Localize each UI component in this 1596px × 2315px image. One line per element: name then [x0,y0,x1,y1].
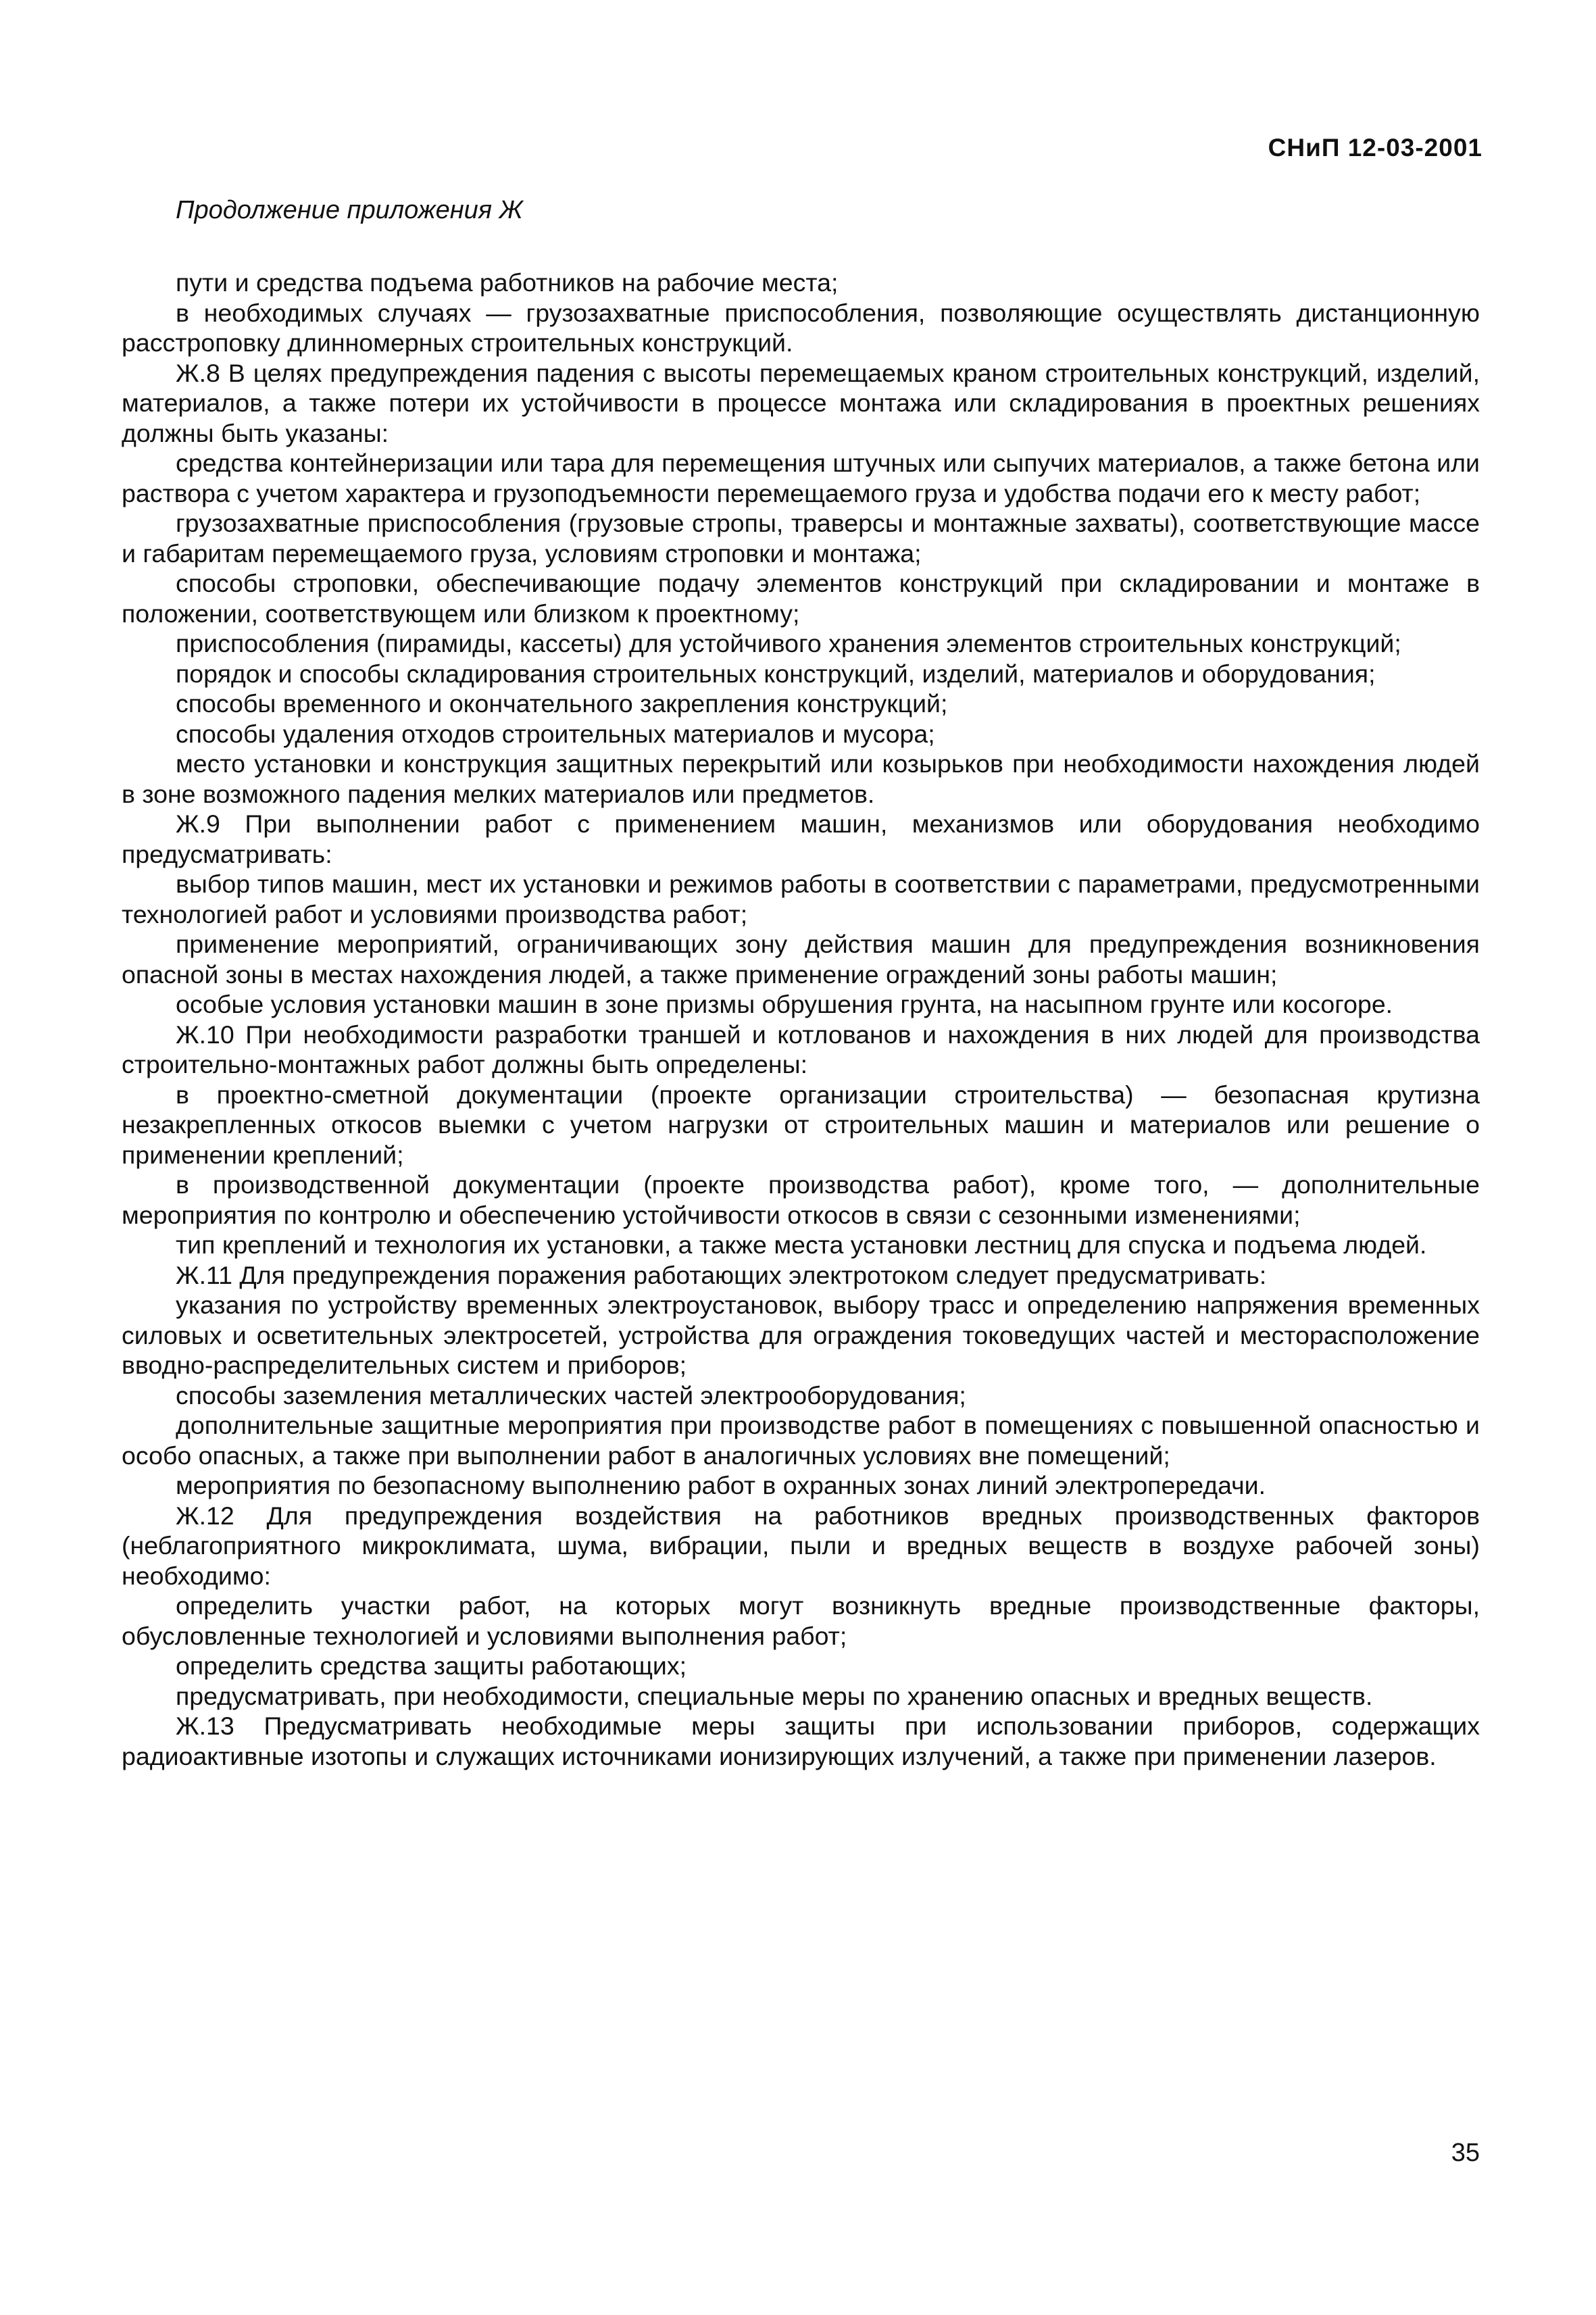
paragraph: указания по устройству временных электроустановок, выбору трасс и определению напряжения временных силовых и осветительных электросетей, устройства для ограждения токоведущих частей и месторасположение вводно-распределительных систем и приборов; [122,1291,1480,1379]
paragraph: способы строповки, обеспечивающие подачу элементов конструкций при складировании и монтаже в положении, соответствующем или близком к проектному; [122,569,1480,628]
paragraph: способы заземления металлических частей электрооборудования; [176,1380,966,1410]
paragraph: особые условия установки машин в зоне призмы обрушения грунта, на насыпном грунте или косогоре. [176,990,1393,1018]
paragraph: определить средства защиты работающих; [176,1651,687,1680]
paragraph: грузозахватные приспособления (грузовые стропы, траверсы и монтажные захваты), соответствующие массе и габаритам перемещаемого груза, условиям строповки и монтажа; [122,509,1480,568]
continuation-label: Продолжение приложения Ж [176,196,523,224]
paragraph: в необходимых случаях — грузозахватные приспособления, позволяющие осуществлять дистанционную расстроповку длинномерных строительных конструкций. [122,298,1480,357]
paragraph: способы удаления отходов строительных материалов и мусора; [176,719,935,748]
document-body [122,268,1480,1771]
paragraph: Ж.10 При необходимости разработки траншей и котлованов и нахождения в них людей для производства строительно-монтажных работ должны быть определены: [122,1020,1480,1078]
paragraph: Ж.9 При выполнении работ с применением машин, механизмов или оборудования необходимо предусматривать: [122,810,1480,868]
paragraph: в проектно-сметной документации (проекте организации строительства) — безопасная крутизна незакрепленных откосов выемки с учетом нагрузки от строительных машин и материалов или решение о применении креплений; [122,1080,1480,1169]
paragraph: приспособления (пирамиды, кассеты) для устойчивого хранения элементов строительных конструкций; [176,629,1401,657]
paragraph: дополнительные защитные мероприятия при производстве работ в помещениях с повышенной опасностью и особо опасных, а также при выполнении работ в аналогичных условиях вне помещений; [122,1411,1480,1470]
paragraph: Ж.8 В целях предупреждения падения с высоты перемещаемых краном строительных конструкций, изделий, материалов, а также потери их устойчивости в процессе монтажа или складирования в проектных решениях должны быть указаны: [122,358,1480,447]
paragraph: средства контейнеризации или тара для перемещения штучных или сыпучих материалов, а также бетона или раствора с учетом характера и грузоподъемности перемещаемого груза и удобства подачи его к месту работ; [122,449,1480,507]
paragraph: место установки и конструкция защитных перекрытий или козырьков при необходимости нахождения людей в зоне возможного падения мелких материалов или предметов. [122,749,1480,808]
page-number: 35 [1451,2139,1480,2167]
paragraph: пути и средства подъема работников на рабочие места; [176,268,839,297]
paragraph: в производственной документации (проекте производства работ), кроме того, — дополнительные мероприятия по контролю и обеспечению устойчивости откосов в связи с сезонными изменениями; [122,1170,1480,1229]
paragraph: применение мероприятий, ограничивающих зону действия машин для предупреждения возникновения опасной зоны в местах нахождения людей, а также применение ограждений зоны работы машин; [122,930,1480,989]
paragraph: способы временного и окончательного закрепления конструкций; [176,689,948,718]
paragraph: мероприятия по безопасному выполнению работ в охранных зонах линий электропередачи. [176,1471,1266,1499]
paragraph: определить участки работ, на которых могут возникнуть вредные производственные факторы, обусловленные технологией и условиями выполнения работ; [122,1591,1480,1650]
paragraph: тип креплений и технология их установки, а также места установки лестниц для спуска и подъема людей. [176,1230,1427,1259]
paragraph: порядок и способы складирования строительных конструкций, изделий, материалов и оборудования; [176,659,1376,688]
document-code: СНиП 12-03-2001 [1268,134,1482,161]
paragraph: выбор типов машин, мест их установки и режимов работы в соответствии с параметрами, предусмотренными технологией работ и условиями производства работ; [122,870,1480,928]
paragraph: предусматривать, при необходимости, специальные меры по хранению опасных и вредных веществ. [176,1681,1373,1710]
paragraph: Ж.11 Для предупреждения поражения работающих электротоком следует предусматривать: [176,1260,1267,1289]
paragraph: Ж.13 Предусматривать необходимые меры защиты при использовании приборов, содержащих радиоактивные изотопы и служащих источниками ионизирующих излучений, а также при применении лазеров. [122,1712,1480,1770]
paragraph: Ж.12 Для предупреждения воздействия на работников вредных производственных факторов (неблагоприятного микроклимата, шума, вибрации, пыли и вредных веществ в воздухе рабочей зоны) необходимо: [122,1501,1480,1590]
